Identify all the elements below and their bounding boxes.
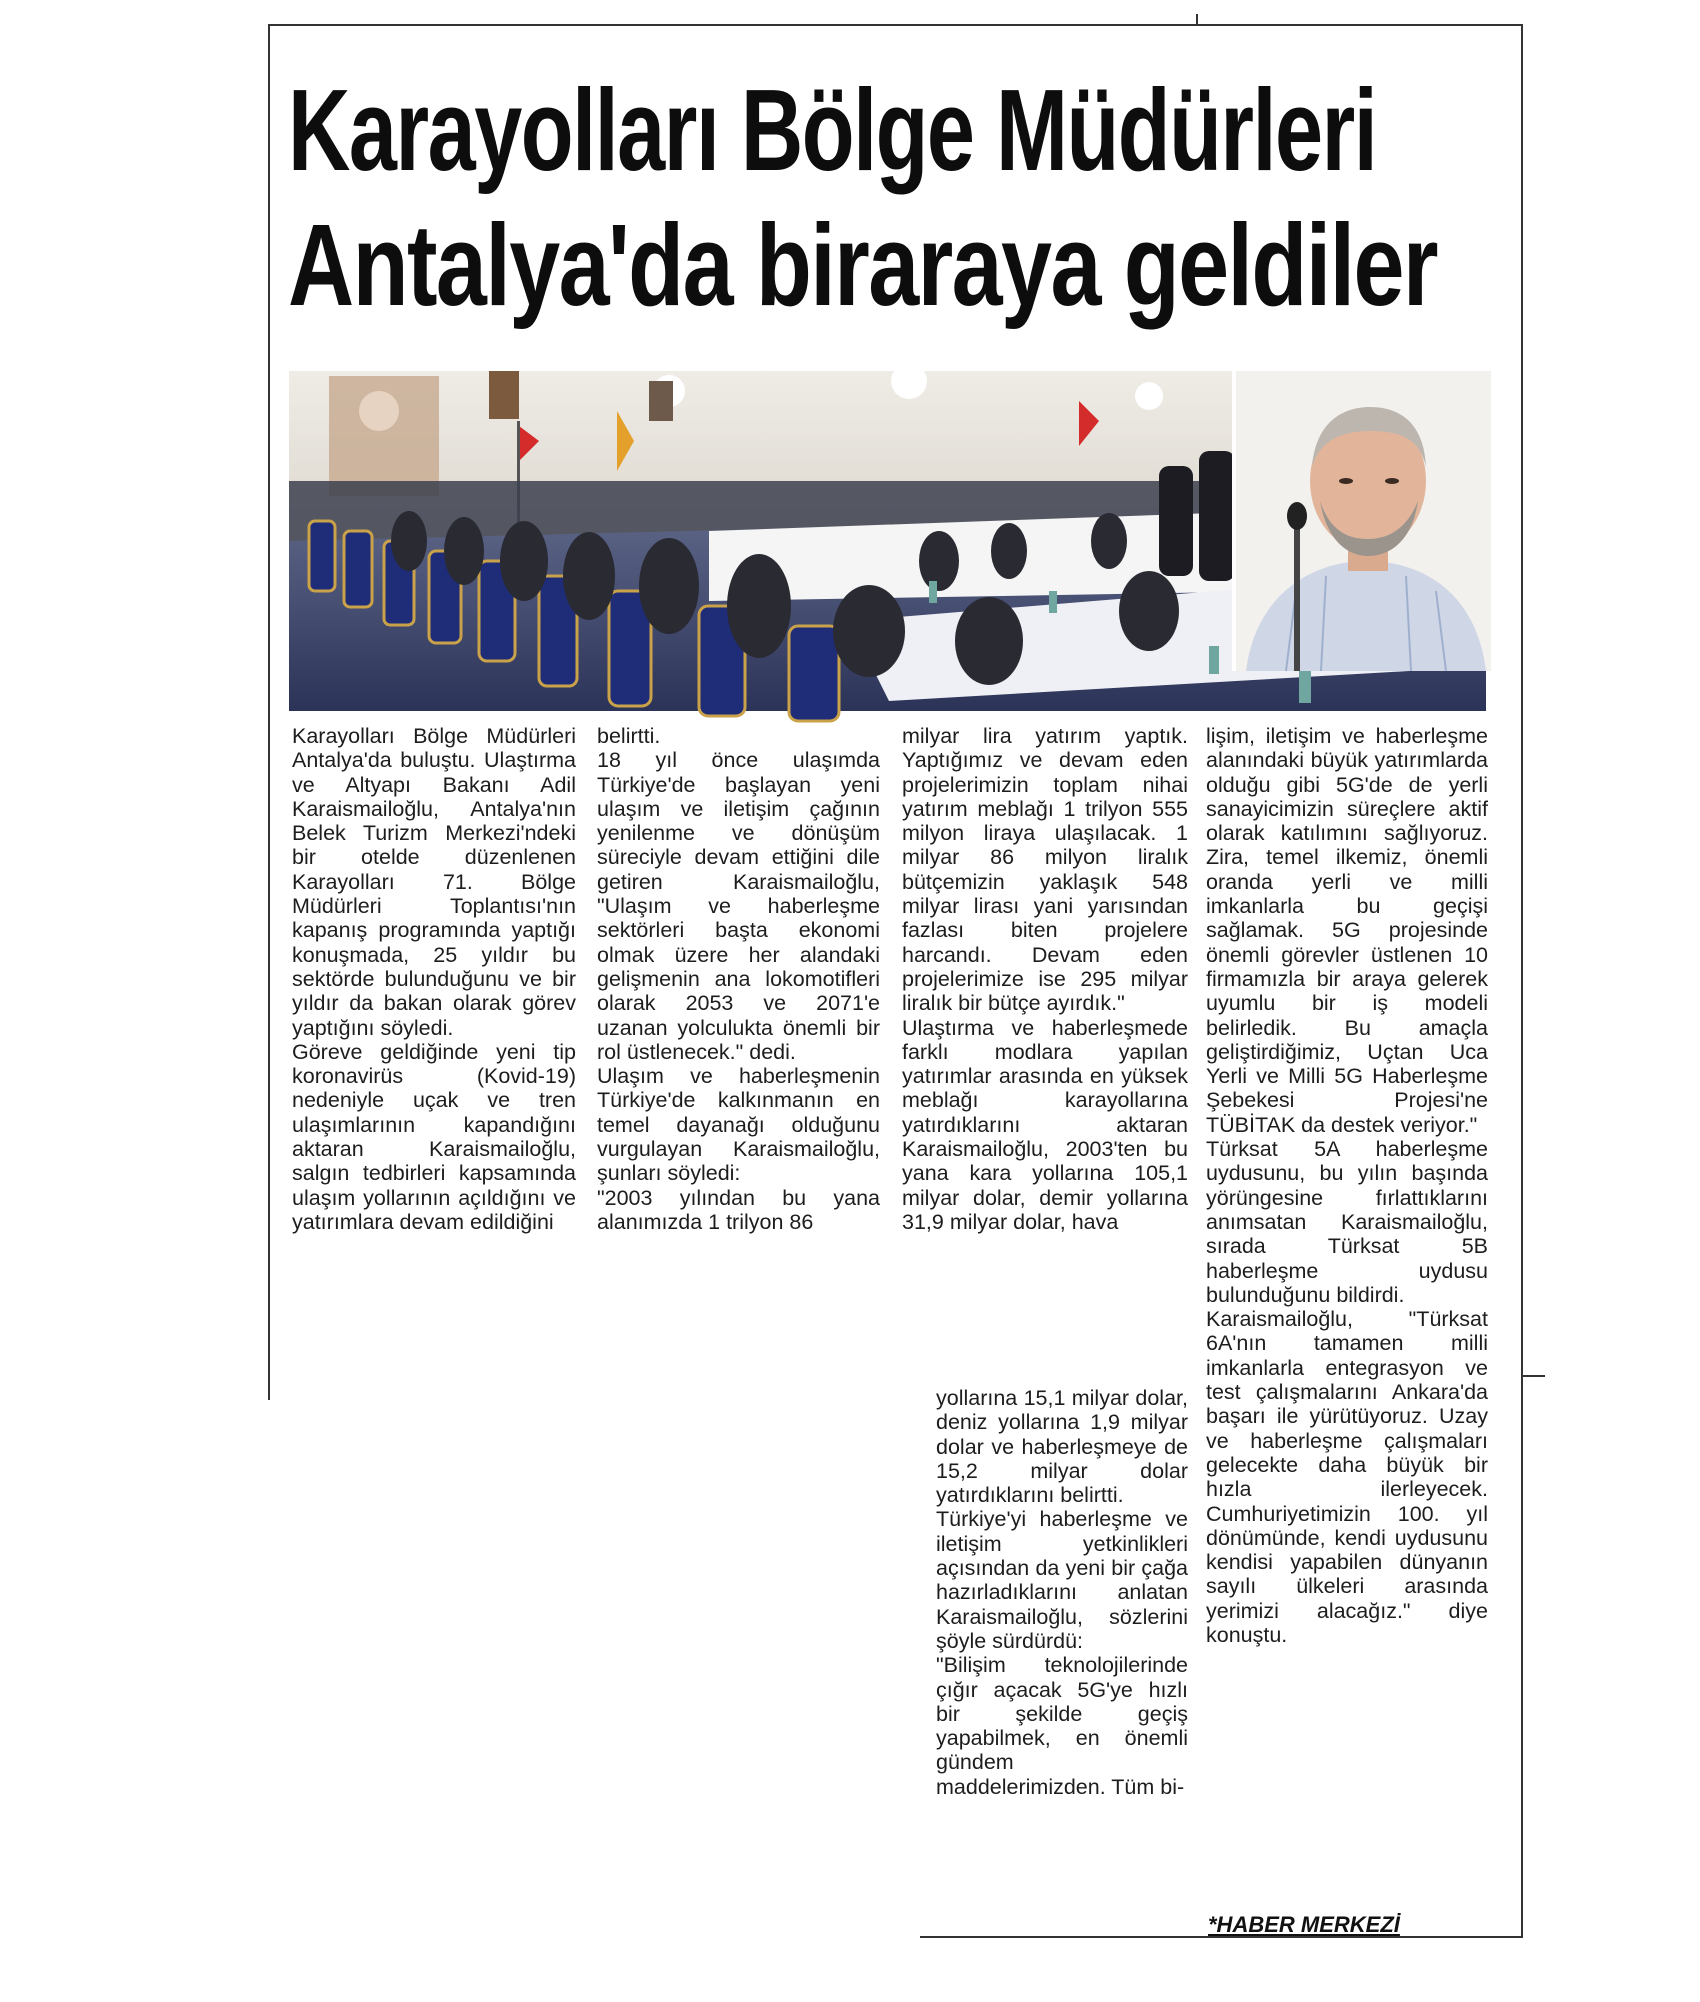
headline-line-1: Karayolları Bölge Müdürleri [288,65,1377,195]
paragraph: Karaismailoğlu, "Türksat 6A'nın tamamen milli imkanlarla entegrasyon ve test çalışmalarını Ankara'da başarı ile yürütüyoruz. Uzay ve haberleşme çalışmaları gelecekte daha büyük bir hızla ilerleyecek. Cumhuriyetimizin 100. yıl dönümünde, kendi uydusunu kendisi yapabilen dünyanın sayılı ülkeleri arasında yerimizi alacağız." diye konuştu. [1206,1307,1488,1647]
paragraph: Ulaştırma ve haberleşmede farklı modlara yapılan yatırımlar arasında en yüksek meblağı karayollarına yatırdıklarını aktaran Karaismailoğlu, 2003'ten bu yana kara yollarına 105,1 milyar dolar, demir yollarına 31,9 milyar dolar, hava [902,1015,1188,1234]
article-column-3-bottom [936,1386,1188,1799]
paragraph: "2003 yılından bu yana alanımızda 1 trilyon 86 [597,1185,880,1234]
paragraph: Türksat 5A haberleşme uydusunu, bu yılın başında yörüngesine fırlattıklarını anımsatan Karaismailoğlu, sırada Türksat 5B haberleşme uydusu bulunduğunu bildirdi. [1206,1137,1488,1307]
paragraph: Türkiye'yi haberleşme ve iletişim yetkinlikleri açısından da yeni bir çağa hazırladıklarını anlatan Karaismailoğlu, sözlerini şöyle sürdürdü: [936,1507,1188,1653]
paragraph: "Bilişim teknolojilerinde çığır açacak 5G'ye hızlı bir şekilde geçiş yapabilmek, en önemli gündem maddelerimizden. Tüm bi- [936,1653,1188,1799]
paragraph: belirtti. [597,724,661,748]
paragraph: Ulaşım ve haberleşmenin Türkiye'de kalkınmanın en temel dayanağı olduğunu vurgulayan Karaismailoğlu, şunları söyledi: [597,1064,880,1186]
frame-left-rule [268,24,270,1400]
article-column-4 [1206,724,1488,1647]
paragraph: lişim, iletişim ve haberleşme alanındaki büyük yatırımlarda olduğu gibi 5G'de de yerli sanayicimizin süreçlere aktif olarak katılımını sağlıyoruz. Zira, temel ilkemiz, önemli oranda yerli ve milli imkanlarla bu geçişi sağlamak. 5G projesinde önemli görevler üstlenen 10 firmamızla bir araya gelerek uyumlu bir iş modeli belirledik. Bu amaçla geliştirdiğimiz, Uçtan Uca Yerli ve Milli 5G Haberleşme Şebekesi Projesi'ne TÜBİTAK da destek veriyor." [1206,724,1488,1137]
article-column-2 [597,724,880,1234]
minister-portrait-photo [1232,371,1491,671]
frame-top-rule [268,24,1523,26]
paragraph: milyar lira yatırım yaptık. Yaptığımız ve devam eden projelerimizin toplam nihai yatırım meblağı 1 trilyon 555 milyon liraya ulaşılacak. 1 milyar 86 milyon liralık bütçemizin yaklaşık 548 milyar lirası yani yarısından fazlası biten projelere harcandı. Devam eden projelerimize ise 295 milyar liralık bir bütçe ayırdık." [902,724,1188,1016]
crop-mark [1196,14,1198,24]
paragraph: yollarına 15,1 milyar dolar, deniz yollarına 1,9 milyar dolar ve haberleşmeye de 15,2 milyar dolar yatırdıklarını belirtti. [936,1386,1188,1508]
crop-mark [1523,1375,1545,1377]
byline: *HABER MERKEZİ [1208,1912,1400,1937]
paragraph: Karayolları Bölge Müdürleri Antalya'da buluştu. Ulaştırma ve Altyapı Bakanı Adil Karaismailoğlu, Antalya'nın Belek Turizm Merkezi'ndeki bir otelde düzenlenen Karayolları 71. Bölge Müdürleri Toplantısı'nın kapanış programında yaptığı konuşmada, 25 yıldır bu sektörde bulunduğunu ve bir yıldır da bakan olarak görev yaptığını söyledi. [292,724,576,1040]
headline-line-2: Antalya'da biraraya geldiler [288,200,1438,330]
article-column-3-top [902,724,1188,1234]
frame-right-rule [1521,24,1523,1938]
paragraph: Göreve geldiğinde yeni tip koronavirüs (Kovid-19) nedeniyle uçak ve tren ulaşımlarının kapandığını aktaran Karaismailoğlu, salgın tedbirleri kapsamında ulaşım yollarının açıldığını ve yatırımlara devam edildiğini [292,1039,576,1234]
paragraph: 18 yıl önce ulaşımda Türkiye'de başlayan yeni ulaşım ve iletişim çağının yenilenme ve dönüşüm süreciyle devam ettiğini dile getiren Karaismailoğlu, "Ulaşım ve haberleşme sektörleri başta ekonomi olmak üzere her alandaki gelişmenin ana lokomotifleri olarak 2053 ve 2071'e uzanan yolculukta önemli bir rol üstlenecek." dedi. [597,748,880,1064]
article-column-1 [292,724,576,1234]
